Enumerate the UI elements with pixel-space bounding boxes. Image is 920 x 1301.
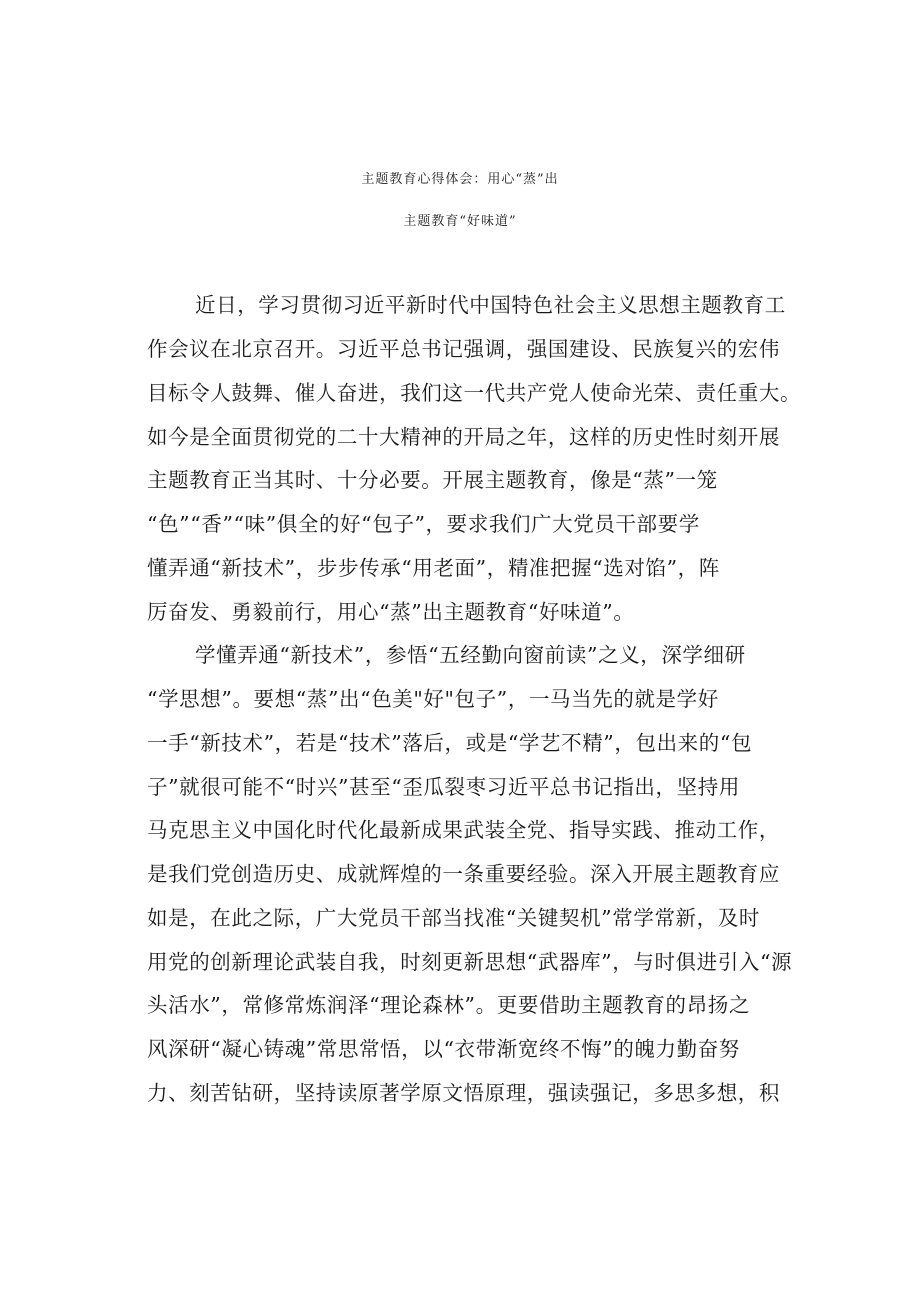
paragraph-2-line-10: 风深研“凝心铸魂”常思常悟，以“衣带渐宽终不悔”的魄力勤奋努	[147, 1037, 740, 1061]
paragraph-1-line-5: 主题教育正当其时、十分必要。开展主题教育，像是“蒸”一笼	[147, 468, 718, 492]
paragraph-1-line-4: 如今是全面贯彻党的二十大精神的开局之年，这样的历史性时刻开展	[147, 425, 780, 449]
paragraph-2-line-4: 子”就很可能不“时兴”甚至“歪瓜裂枣习近平总书记指出，坚持用	[147, 775, 740, 799]
paragraph-2-line-1: 学懂弄通“新技术”，参悟“五经勤向窗前读”之义，深学细研	[195, 643, 746, 667]
paragraph-2-line-3: 一手“新技术”，若是“技术”落后，或是“学艺不精”，包出来的“包	[147, 731, 753, 755]
paragraph-2-line-6: 是我们党创造历史、成就辉煌的一条重要经验。深入开展主题教育应	[147, 862, 780, 886]
paragraph-2-line-5: 马克思主义中国化时代化最新成果武装全党、指导实践、推动工作，	[147, 818, 780, 842]
paragraph-2-line-8: 用党的创新理论武装自我，时刻更新思想“武器库”，与时俱进引入“源	[147, 950, 793, 974]
paragraph-1-line-7: 懂弄通“新技术”，步步传承“用老面”，精准把握“选对馅”，阵	[147, 556, 720, 580]
document-title-line-2: 主题教育“好味道”	[403, 214, 517, 229]
paragraph-1-line-2: 作会议在北京召开。习近平总书记强调，强国建设、民族复兴的宏伟	[147, 337, 780, 361]
paragraph-2-line-2: “学思想”。要想“蒸”出“色美"好"包子”，一马当先的就是学好	[147, 687, 719, 711]
paragraph-2-line-11: 力、刻苦钻研，坚持读原著学原文悟原理，强读强记，多思多想，积	[147, 1081, 780, 1105]
paragraph-1-line-3: 目标令人鼓舞、催人奋进，我们这一代共产党人使命光荣、责任重大。	[147, 381, 802, 405]
paragraph-1-line-1: 近日，学习贯彻习近平新时代中国特色社会主义思想主题教育工	[195, 293, 786, 317]
paragraph-2-line-7: 如是，在此之际，广大党员干部当找准“关键契机”常学常新，及时	[147, 906, 760, 930]
document-title-line-1: 主题教育心得体会：用心“蒸”出	[361, 172, 559, 187]
paragraph-1-line-6: “色”“香”“味”俱全的好“包子”，要求我们广大党员干部要学	[147, 512, 700, 536]
paragraph-1-line-8: 厉奋发、勇毅前行，用心“蒸”出主题教育“好味道”。	[147, 600, 635, 624]
paragraph-2-line-9: 头活水”，常修常炼润泽“理论森林”。更要借助主题教育的昂扬之	[147, 993, 750, 1017]
